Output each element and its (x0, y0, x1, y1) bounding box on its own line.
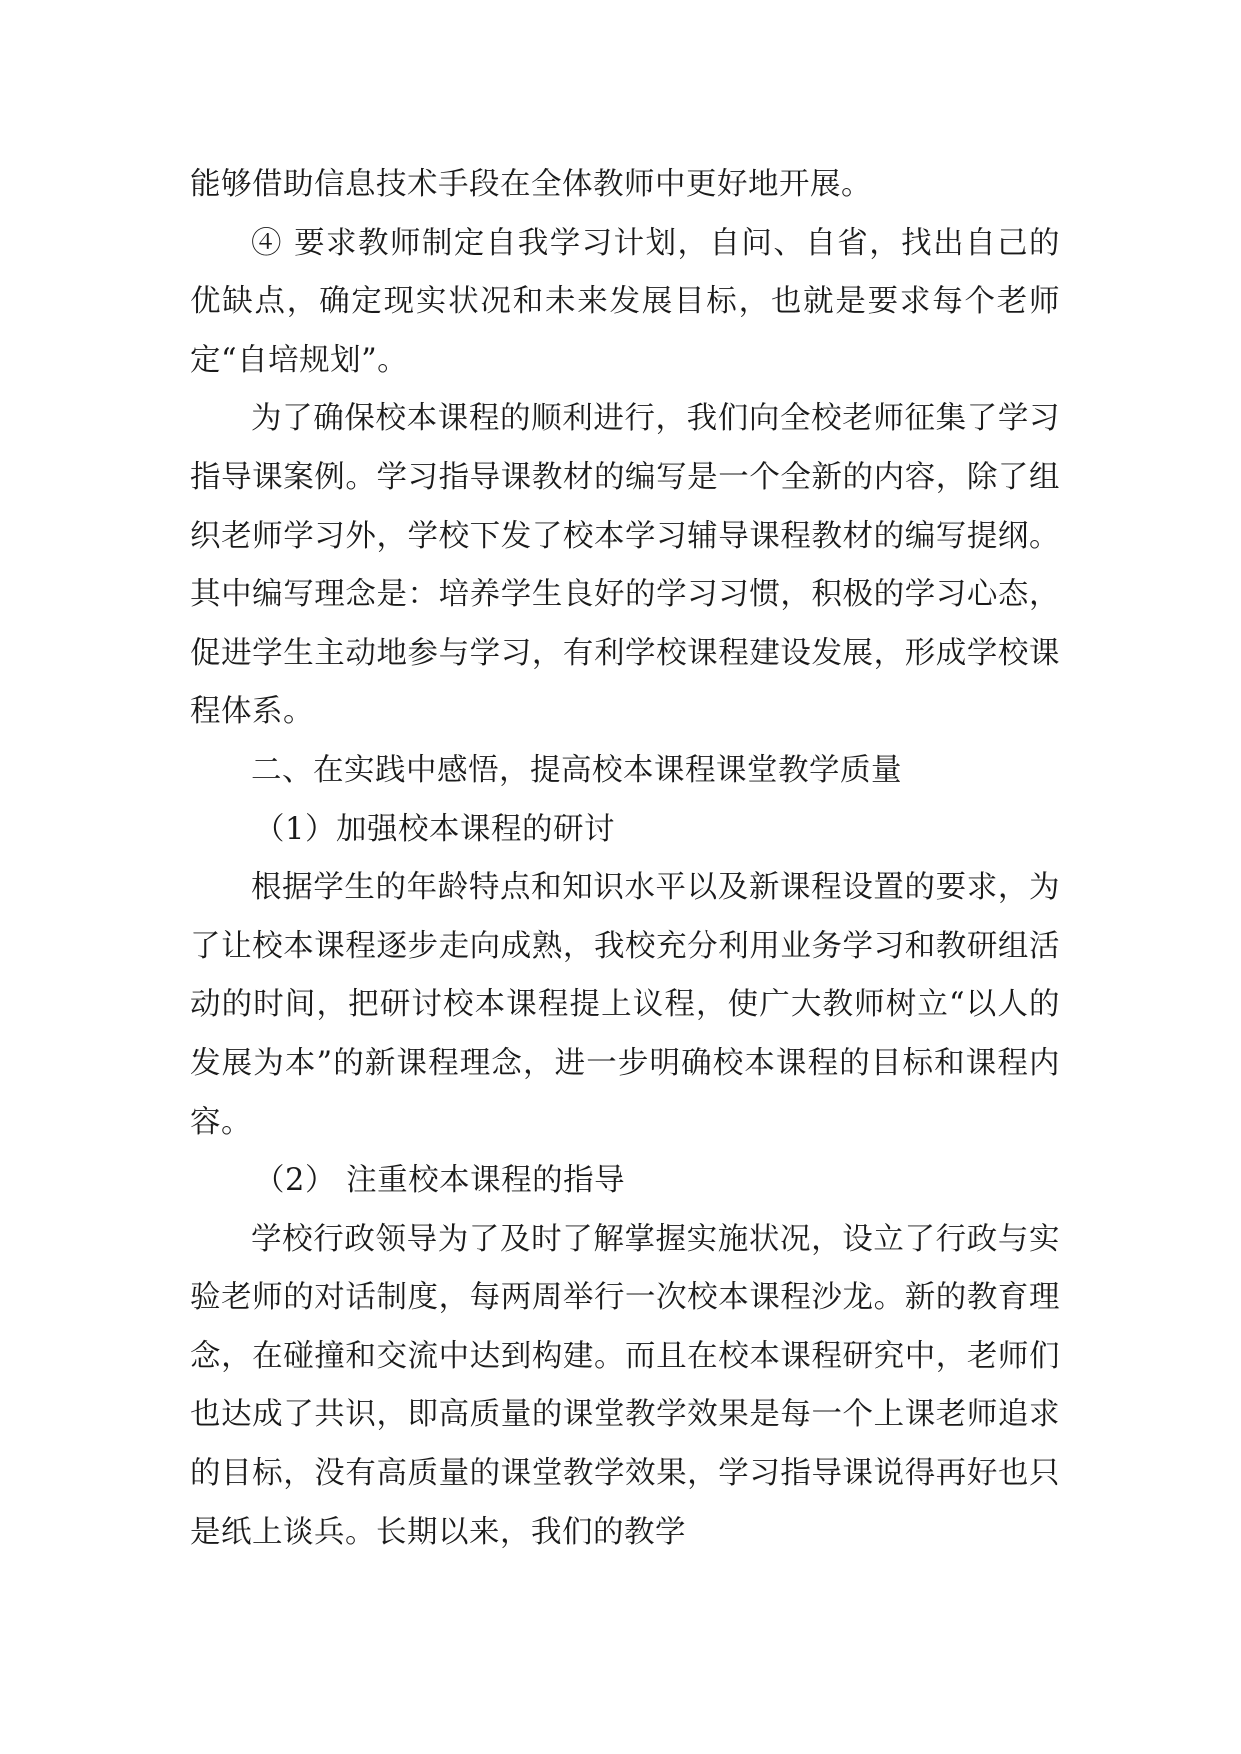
paragraph-guidance: 学校行政领导为了及时了解掌握实施状况，设立了行政与实验老师的对话制度，每两周举行一次校本课程沙龙。新的教育理念，在碰撞和交流中达到构建。而且在校本课程研究中，老师们也达成了共识，即高质量的课堂教学效果是每一个上课老师追求的目标，没有高质量的课堂教学效果，学习指导课说得再好也只是纸上谈兵。长期以来，我们的教学 (190, 1221, 1060, 1550)
subheading-1: （1）加强校本课程的研讨 (254, 811, 615, 847)
paragraph-item-4: ④ 要求教师制定自我学习计划，自问、自省，找出自己的优缺点，确定现实状况和未来发展目标，也就是要求每个老师定“自培规划”。 (190, 225, 1060, 378)
document-body (190, 156, 1060, 1562)
subheading-2: （2） 注重校本课程的指导 (254, 1163, 626, 1199)
paragraph-course-guarantee: 为了确保校本课程的顺利进行，我们向全校老师征集了学习指导课案例。学习指导课教材的编写是一个全新的内容，除了组织老师学习外，学校下发了校本学习辅导课程教材的编写提纲。其中编写理念是：培养学生良好的学习习惯，积极的学习心态，促进学生主动地参与学习，有利学校课程建设发展，形成学校课程体系。 (190, 401, 1060, 730)
paragraph-research: 根据学生的年龄特点和知识水平以及新课程设置的要求，为了让校本课程逐步走向成熟，我校充分利用业务学习和教研组活动的时间，把研讨校本课程提上议程，使广大教师树立“以人的发展为本”的新课程理念，进一步明确校本课程的目标和课程内容。 (190, 870, 1060, 1140)
section-heading-two: 二、在实践中感悟，提高校本课程课堂教学质量 (251, 752, 902, 788)
paragraph-continuation: 能够借助信息技术手段在全体教师中更好地开展。 (190, 167, 872, 202)
